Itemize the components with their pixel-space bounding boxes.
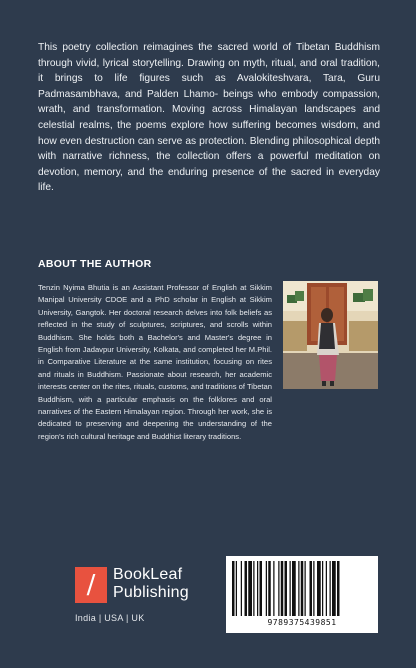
author-photo xyxy=(283,281,378,389)
about-author-heading: ABOUT THE AUTHOR xyxy=(38,258,152,270)
publisher-logo xyxy=(75,566,189,627)
barcode-bars xyxy=(232,561,372,616)
isbn-barcode xyxy=(226,556,378,633)
publisher-name-line2: Publishing xyxy=(113,584,189,601)
back-cover-blurb: This poetry collection reimagines the sacred world of Tibetan Buddhism through vivid, lyrical storytelling. Drawing on myth, ritual, and oral tradition, it brings to life figures such as Avalokiteshvara, Tara, Guru Padmasambhava, and Palden Lhamo- beings who embody compassion, wrath, and transformation. Moving across Himalayan landscapes and celestial realms, the poems explore how suffering becomes wisdom, and how even destruction can serve as protection. Blending philosophical depth with narrative richness, the collection offers a powerful meditation on devotion, memory, and the enduring presence of the sacred in everyday life. xyxy=(38,42,380,194)
publisher-regions: India | USA | UK xyxy=(75,613,145,623)
author-bio: Tenzin Nyima Bhutia is an Assistant Professor of English at Sikkim Manipal University CDOE and a PhD scholar in English at Sikkim University, Gangtok. Her doctoral research delves into folk beliefs as reflected in the study of sculptures, scriptures, and scrolls within Buddhism. She holds both a Bachelor's and Master's degree in English from Jadavpur University, Kolkata, and completed her M.Phil. in Comparative Literature at the same institution, focusing on rites and rituals in Buddhism. Passionate about research, her academic interests center on the rites, rituals, customs, and traditions of Tibetan Buddhism, with a particular emphasis on the folklores and oral narratives of the Eastern Himalayan region. Through her work, she is dedicated to preserving and deepening the understanding of the region's rich cultural heritage and Buddhist literary traditions. xyxy=(38,283,272,441)
publisher-mark xyxy=(75,567,107,603)
publisher-name-line1: BookLeaf xyxy=(113,566,183,583)
publisher-mark-slash: / xyxy=(86,570,96,600)
isbn-number: 9789375439851 xyxy=(267,618,337,627)
